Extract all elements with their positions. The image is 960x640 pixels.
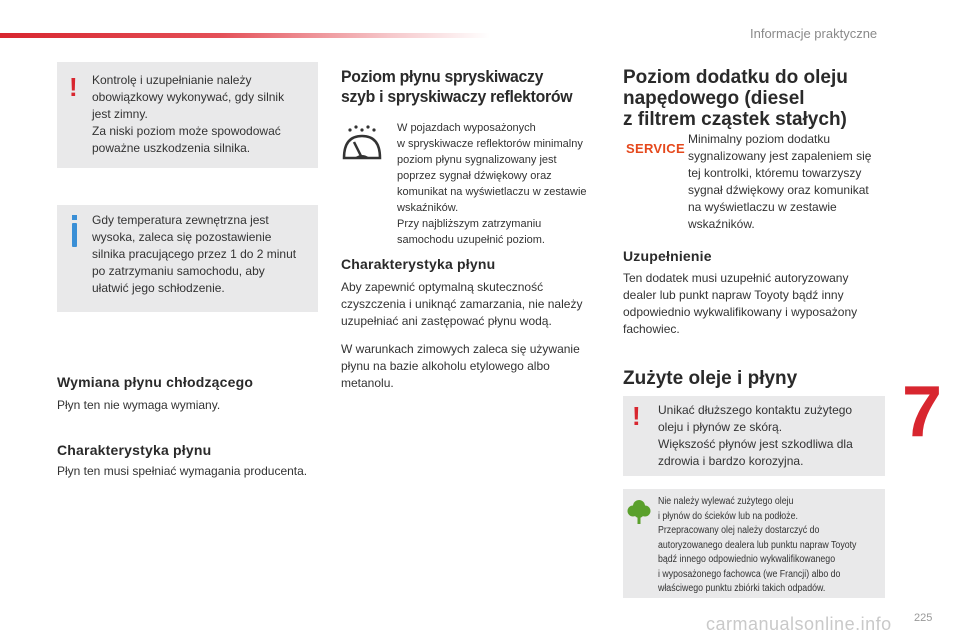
exclamation-icon: ! — [69, 72, 78, 102]
refill-text: Ten dodatek musi uzupełnić autoryzowany dealer lub punkt napraw Toyoty bądź inny odpowiednio wykwalifikowany i wyposażony fachowiec. — [623, 271, 858, 336]
used-fluids-title: Zużyte oleje i płyny — [623, 368, 798, 389]
windscreen-washer-icon — [340, 124, 384, 164]
exclamation-icon: ! — [632, 401, 641, 431]
coolant-replacement-title: Wymiana płynu chłodzącego — [57, 374, 254, 390]
additive-level-title: Poziom dodatku do oleju napędowego (diesel z filtrem cząstek stałych) — [623, 67, 848, 130]
used-fluids-warning-box — [623, 396, 885, 476]
used-fluids-warning-text: Unikać dłuższego kontaktu zużytego oleju i płynów ze skórą. Większość płynów jest szkodliwa dla zdrowia i bardzo korozyjna. — [658, 403, 853, 468]
warning-box — [57, 62, 318, 168]
page-number: 225 — [914, 612, 933, 624]
washer-winter-text: W warunkach zimowych zaleca się używanie płynu na bazie alkoholu etylowego albo metanolu. — [341, 342, 580, 390]
header-accent-bar — [0, 33, 490, 38]
washer-spec-title: Charakterystyka płynu — [341, 256, 496, 272]
warning-text: Kontrolę i uzupełnianie należy obowiązkowy wykonywać, gdy silnik jest zimny. Za niski poziom może spowodować poważne uszkodzenia silnika. — [92, 73, 285, 155]
coolant-replacement-text: Płyn ten nie wymaga wymiany. — [57, 398, 221, 412]
eco-note-text: Nie należy wylewać zużytego oleju i płynów do ścieków lub na podłoże. Przepracowany olej należy dostarczyć do autoryzowanego dealera lub punktu napraw Toyoty bądź innego odpowiednio wykwalifikowanego i wyposażonego fachowca (we Francji) albo do właściwego punktu zbiórki takich odpadów. — [658, 496, 857, 594]
service-warning-icon: SERVICE — [626, 141, 685, 156]
service-text: Minimalny poziom dodatku sygnalizowany jest zapaleniem się tej kontrolki, któremu towarzyszy sygnał dźwiękowy oraz komunikat na wyświetlaczu w zestawie wskaźników. — [688, 132, 872, 231]
tree-icon — [627, 499, 651, 525]
section-title: Informacje praktyczne — [750, 26, 878, 41]
watermark: carmanualsonline.info — [706, 614, 892, 634]
washer-text: W pojazdach wyposażonych w spryskiwacze reflektorów minimalny poziom płynu sygnalizowany jest poprzez sygnał dźwiękowy oraz komunikat na wyświetlaczu w zestawie wskaźników. Przy najbliższym zatrzymaniu samochodu uzupełnić poziom. — [397, 122, 587, 246]
info-box — [57, 205, 318, 312]
refill-title: Uzupełnienie — [623, 248, 712, 264]
chapter-number: 7 — [902, 372, 943, 452]
coolant-spec-title: Charakterystyka płynu — [57, 442, 212, 458]
eco-note-box — [623, 489, 885, 598]
info-icon — [72, 223, 77, 247]
coolant-spec-text: Płyn ten musi spełniać wymagania producenta. — [57, 464, 308, 478]
washer-level-title: Poziom płynu spryskiwaczy szyb i spryskiwaczy reflektorów — [341, 67, 573, 106]
washer-spec-text: Aby zapewnić optymalną skuteczność czyszczenia i uniknąć zamarzania, nie należy uzupełniać ani zastępować płynu wodą. — [341, 280, 583, 328]
info-text: Gdy temperatura zewnętrzna jest wysoka, zaleca się pozostawienie silnika pracującego przez 1 do 2 minut po zatrzymaniu samochodu, aby ułatwić jego schłodzenie. — [92, 213, 297, 295]
